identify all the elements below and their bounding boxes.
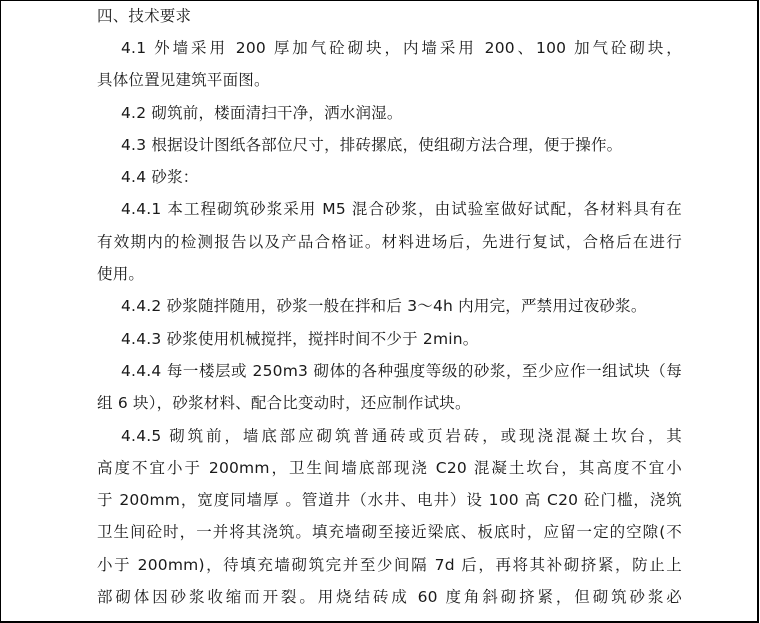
text-line: 部砌体因砂浆收缩而开裂。用烧结砖成 60 度角斜砌挤紧，但砌筑砂浆必 [97,588,682,607]
text-line: 高度不宜小于 200mm，卫生间墙底部现浇 C20 混凝土坎台，其高度不宜小 [97,458,682,477]
text-line: 4.2 砌筑前，楼面清扫干净，洒水润湿。 [121,103,403,122]
text-line: 具体位置见建筑平面图。 [97,71,270,90]
text-line: 4.1 外墙采用 200 厚加气砼砌块，内墙采用 200、100 加气砼砌块， [121,39,682,57]
text-line: 4.4.3 砂浆使用机械搅拌，搅拌时间不少于 2min。 [121,329,479,348]
text-line: 4.4.1 本工程砌筑砂浆采用 M5 混合砂浆，由试验室做好试配，各材料具有在 [121,200,682,219]
text-line: 4.4.2 砂浆随拌随用，砂浆一般在拌和后 3～4h 内用完，严禁用过夜砂浆。 [121,297,647,316]
text-line: 卫生间砼时，一并将其浇筑。填充墙砌至接近梁底、板底时，应留一定的空隙(不 [97,523,682,542]
text-line: 使用。 [97,265,145,284]
text-line: 4.3 根据设计图纸各部位尺寸，排砖摞底，使组砌方法合理，便于操作。 [121,135,623,154]
paragraph-lines [97,32,687,613]
section-heading: 四、技术要求 [97,7,192,25]
text-line: 4.4 砂浆： [121,168,199,187]
text-line: 4.4.5 砌筑前，墙底部应砌筑普通砖或页岩砖，或现浇混凝土坎台，其 [121,426,682,445]
document-body [97,0,687,613]
text-line: 组 6 块），砂浆材料、配合比变动时，还应制作试块。 [97,394,471,413]
text-line: 于 200mm，宽度同墙厚 。管道井（水井、电井）设 100 高 C20 砼门槛，浇筑 [97,491,682,510]
text-line: 4.4.4 每一楼层或 250m3 砌体的各种强度等级的砂浆，至少应作一组试块（每 [121,361,682,380]
text-line: 有效期内的检测报告以及产品合格证。材料进场后，先进行复试，合格后在进行 [97,232,682,251]
text-line: 小于 200mm)，待填充墙砌筑完并至少间隔 7d 后，再将其补砌挤紧，防止上 [97,555,682,574]
